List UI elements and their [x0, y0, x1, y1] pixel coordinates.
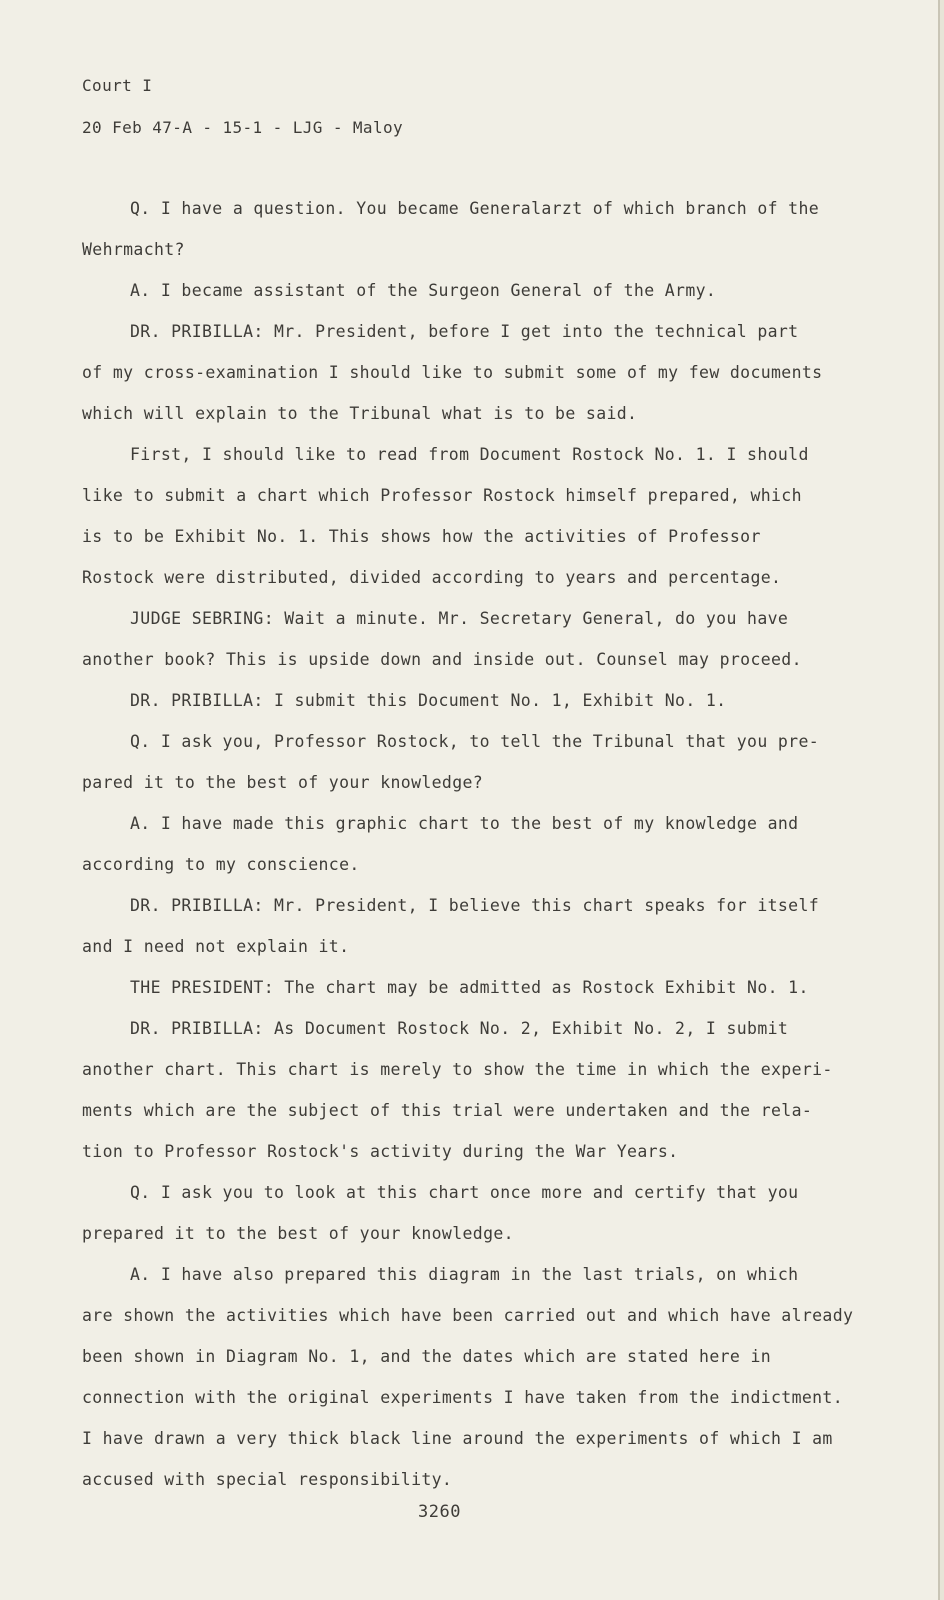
- court-label: Court I: [82, 76, 153, 95]
- text-line: is to be Exhibit No. 1. This shows how the activities of Professor: [82, 527, 761, 546]
- text-line: another chart. This chart is merely to show the time in which the experi-: [82, 1060, 833, 1079]
- text-line: been shown in Diagram No. 1, and the dates which are stated here in: [82, 1347, 772, 1366]
- text-line: like to submit a chart which Professor Rostock himself prepared, which: [82, 486, 802, 505]
- text-line: Q. I ask you to look at this chart once more and certify that you: [130, 1183, 799, 1202]
- text-line: A. I have made this graphic chart to the best of my knowledge and: [130, 814, 799, 833]
- text-line: and I need not explain it.: [82, 937, 350, 956]
- text-line: A. I have also prepared this diagram in the last trials, on which: [130, 1265, 799, 1284]
- text-line: Q. I have a question. You became Generalarzt of which branch of the: [130, 199, 820, 218]
- text-line: Rostock were distributed, divided according to years and percentage.: [82, 568, 782, 587]
- text-line: accused with special responsibility.: [82, 1470, 453, 1489]
- text-line: which will explain to the Tribunal what is to be said.: [82, 404, 638, 423]
- text-line: JUDGE SEBRING: Wait a minute. Mr. Secretary General, do you have: [130, 609, 789, 628]
- page-number: 3260: [418, 1502, 461, 1522]
- text-line: according to my conscience.: [82, 855, 360, 874]
- text-line: are shown the activities which have been carried out and which have already: [82, 1306, 854, 1325]
- date-reference-line: 20 Feb 47-A - 15-1 - LJG - Maloy: [82, 118, 404, 137]
- text-line: DR. PRIBILLA: As Document Rostock No. 2, Exhibit No. 2, I submit: [130, 1019, 789, 1038]
- text-line: First, I should like to read from Document Rostock No. 1. I should: [130, 445, 809, 464]
- text-line: Q. I ask you, Professor Rostock, to tell the Tribunal that you pre-: [130, 732, 820, 751]
- text-line: prepared it to the best of your knowledge.: [82, 1224, 514, 1243]
- text-line: THE PRESIDENT: The chart may be admitted as Rostock Exhibit No. 1.: [130, 978, 809, 997]
- text-line: ments which are the subject of this trial were undertaken and the rela-: [82, 1101, 813, 1120]
- text-line: pared it to the best of your knowledge?: [82, 773, 484, 792]
- text-line: tion to Professor Rostock's activity during the War Years.: [82, 1142, 679, 1161]
- text-line: DR. PRIBILLA: Mr. President, before I get into the technical part: [130, 322, 799, 341]
- text-line: DR. PRIBILLA: I submit this Document No. 1, Exhibit No. 1.: [130, 691, 727, 710]
- text-line: Wehrmacht?: [82, 240, 185, 259]
- text-line: of my cross-examination I should like to submit some of my few documents: [82, 363, 823, 382]
- text-line: A. I became assistant of the Surgeon General of the Army.: [130, 281, 717, 300]
- text-line: connection with the original experiments I have taken from the indictment.: [82, 1388, 844, 1407]
- text-line: I have drawn a very thick black line around the experiments of which I am: [82, 1429, 833, 1448]
- text-line: DR. PRIBILLA: Mr. President, I believe this chart speaks for itself: [130, 896, 820, 915]
- text-line: another book? This is upside down and inside out. Counsel may proceed.: [82, 650, 802, 669]
